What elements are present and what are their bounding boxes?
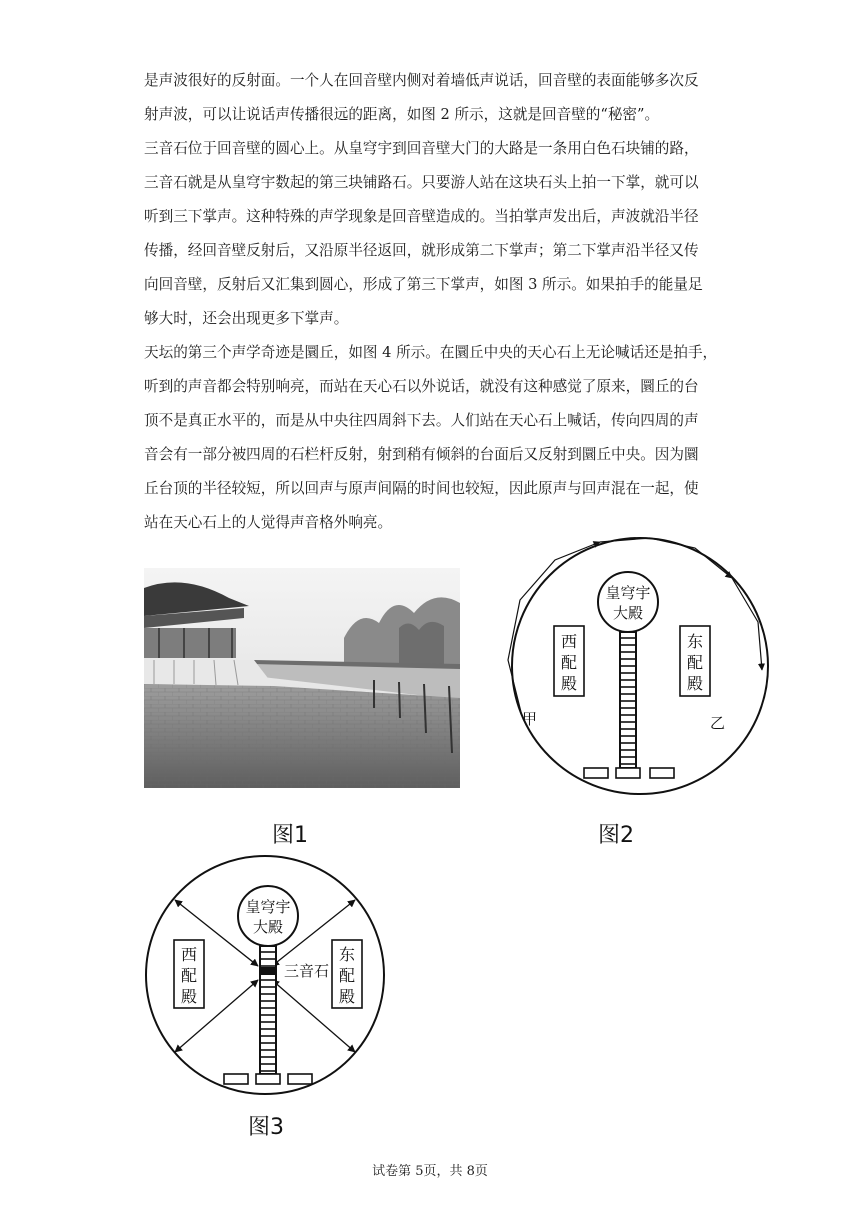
label-yi: 乙	[710, 714, 726, 732]
text-line: 是声波很好的反射面。一个人在回音壁内侧对着墙低声说话，回音壁的表面能够多次反	[144, 72, 699, 89]
text-line: 音会有一部分被四周的石栏杆反射，射到稍有倾斜的台面后又反射到圜丘中央。因为圜	[144, 446, 699, 463]
label-jia: 甲	[522, 710, 538, 728]
text-line: 天坛的第三个声学奇迹是圜丘，如图 4 所示。在圜丘中央的天心石上无论喊话还是拍手，	[144, 344, 718, 361]
paragraph-echo-wall	[144, 64, 720, 132]
west-hall-label: 殿	[560, 674, 578, 693]
gate-stone	[256, 1074, 280, 1084]
gate-stone	[650, 768, 674, 778]
figure-2-echo-wall-diagram	[500, 530, 780, 820]
paragraph-circular-mound	[144, 336, 720, 540]
paragraph-three-sound-stone	[144, 132, 720, 336]
figure-2-caption: 图2	[598, 823, 634, 848]
gate-stone	[288, 1074, 312, 1084]
page-footer: 试卷第 5页，共 8页	[372, 1164, 488, 1179]
text-line: 听到的声音都会特别响亮，而站在天心石以外说话，就没有这种感觉了原来，圜丘的台	[144, 378, 699, 395]
east-hall-label: 配	[686, 653, 704, 672]
sound-path	[600, 538, 732, 578]
figure-3-three-sound-stone-diagram	[140, 852, 390, 1102]
three-sound-stone-label: 三音石	[284, 962, 330, 980]
west-hall-label: 配	[180, 966, 198, 985]
east-hall-label: 东	[686, 632, 704, 651]
east-hall-label: 殿	[686, 674, 704, 693]
east-hall-label: 东	[338, 945, 356, 964]
text-line: 三音石位于回音壁的圆心上。从皇穹宇到回音壁大门的大路是一条用白色石块铺的路，	[144, 140, 699, 157]
gate-stone	[616, 768, 640, 778]
sound-path	[732, 578, 762, 670]
west-hall-label: 西	[180, 945, 198, 964]
text-line: 向回音壁，反射后又汇集到圆心，形成了第三下掌声，如图 3 所示。如果拍手的能量足	[144, 276, 703, 293]
west-hall-label: 殿	[180, 987, 198, 1006]
three-sound-stone-marker	[260, 967, 276, 975]
west-hall-label: 西	[560, 632, 578, 651]
text-line: 射声波，可以让说话声传播很远的距离，如图 2 所示，这就是回音壁的“秘密”。	[144, 106, 660, 123]
gate-stone	[224, 1074, 248, 1084]
text-line: 传播，经回音壁反射后，又沿原半径返回，就形成第二下掌声；第二下掌声沿半径又传	[144, 242, 699, 259]
figure-1-caption: 图1	[272, 823, 308, 848]
figure-1-photo	[144, 568, 460, 788]
central-hall-label: 皇穹宇	[605, 584, 651, 602]
east-hall-label: 殿	[338, 987, 356, 1006]
text-line: 顶不是真正水平的，而是从中央往四周斜下去。人们站在天心石上喊话，传向四周的声	[144, 412, 699, 429]
central-hall-circle	[598, 572, 658, 632]
west-hall-label: 配	[560, 653, 578, 672]
central-hall-label: 大殿	[612, 604, 644, 622]
text-line: 听到三下掌声。这种特殊的声学现象是回音壁造成的。当拍掌声发出后，声波就沿半径	[144, 208, 699, 225]
text-line: 丘台顶的半径较短，所以回声与原声间隔的时间也较短，因此原声与回声混在一起，使	[144, 480, 699, 497]
text-line: 三音石就是从皇穹宇数起的第三块铺路石。只要游人站在这块石头上拍一下掌，就可以	[144, 174, 699, 191]
east-hall-label: 配	[338, 966, 356, 985]
figure-3-caption: 图3	[248, 1115, 284, 1140]
central-hall-label: 皇穹宇	[245, 898, 291, 916]
central-hall-label: 大殿	[252, 918, 284, 936]
text-line: 站在天心石上的人觉得声音格外响亮。	[144, 514, 393, 531]
gate-stone	[584, 768, 608, 778]
central-hall-circle	[238, 886, 298, 946]
text-line: 够大时，还会出现更多下掌声。	[144, 310, 349, 327]
